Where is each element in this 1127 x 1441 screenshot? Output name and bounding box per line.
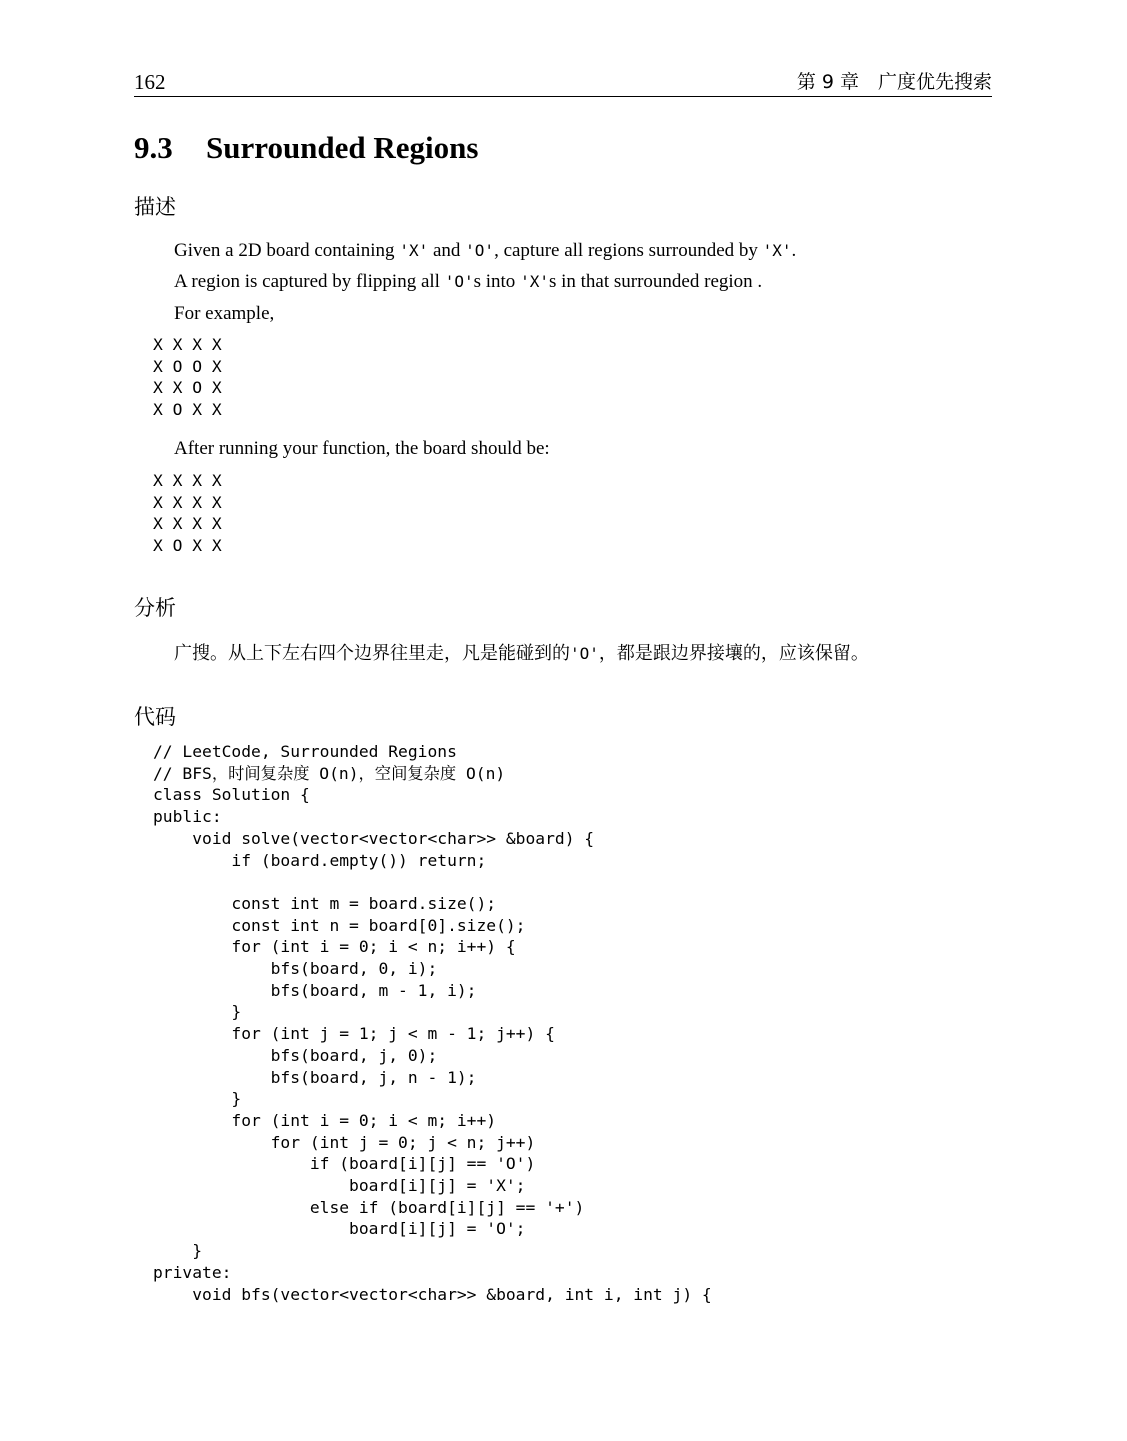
code-heading: 代码 [134, 705, 176, 729]
board-before: X X X X X O O X X X O X X O X X [153, 335, 222, 420]
page-number: 162 [134, 70, 166, 94]
analysis-heading: 分析 [134, 596, 176, 620]
page-header [134, 68, 992, 97]
description-line-1: Given a 2D board containing 'X' and 'O', capture all regions surrounded by 'X'. [174, 240, 797, 261]
section-number: 9.3 [134, 130, 173, 165]
description-heading: 描述 [134, 195, 176, 219]
section-title [134, 128, 478, 168]
board-after: X X X X X X X X X X X X X O X X [153, 471, 222, 556]
description-line-2: A region is captured by flipping all 'O's into 'X's in that surrounded region . [174, 271, 763, 292]
chapter-title: 第 9 章 广度优先搜索 [796, 71, 992, 93]
code-block: // LeetCode, Surrounded Regions // BFS，时间复杂度 O(n)，空间复杂度 O(n) class Solution { public: void solve(vector<vector<char>> &board) { if (board.empty()) return; const int m = board.size(); const int n = board[0].size(); for (int i = 0; i < n; i++) { bfs(board, 0, i); bfs(board, m - 1, i); } for (int j = 1; j < m - 1; j++) { bfs(board, j, 0); bfs(board, j, n - 1); } for (int i = 0; i < m; i++) for (int j = 0; j < n; j++) if (board[i][j] == 'O') board[i][j] = 'X'; else if (board[i][j] == '+') board[i][j] = 'O'; } private: void bfs(vector<vector<char>> &board, int i, int j) { [153, 742, 712, 1304]
analysis-text: 广搜。从上下左右四个边界往里走，凡是能碰到的'O'，都是跟边界接壤的，应该保留。 [174, 643, 869, 664]
section-title-text: Surrounded Regions [206, 130, 479, 165]
after-text: After running your function, the board should be: [174, 438, 550, 459]
description-line-3: For example, [174, 303, 275, 324]
